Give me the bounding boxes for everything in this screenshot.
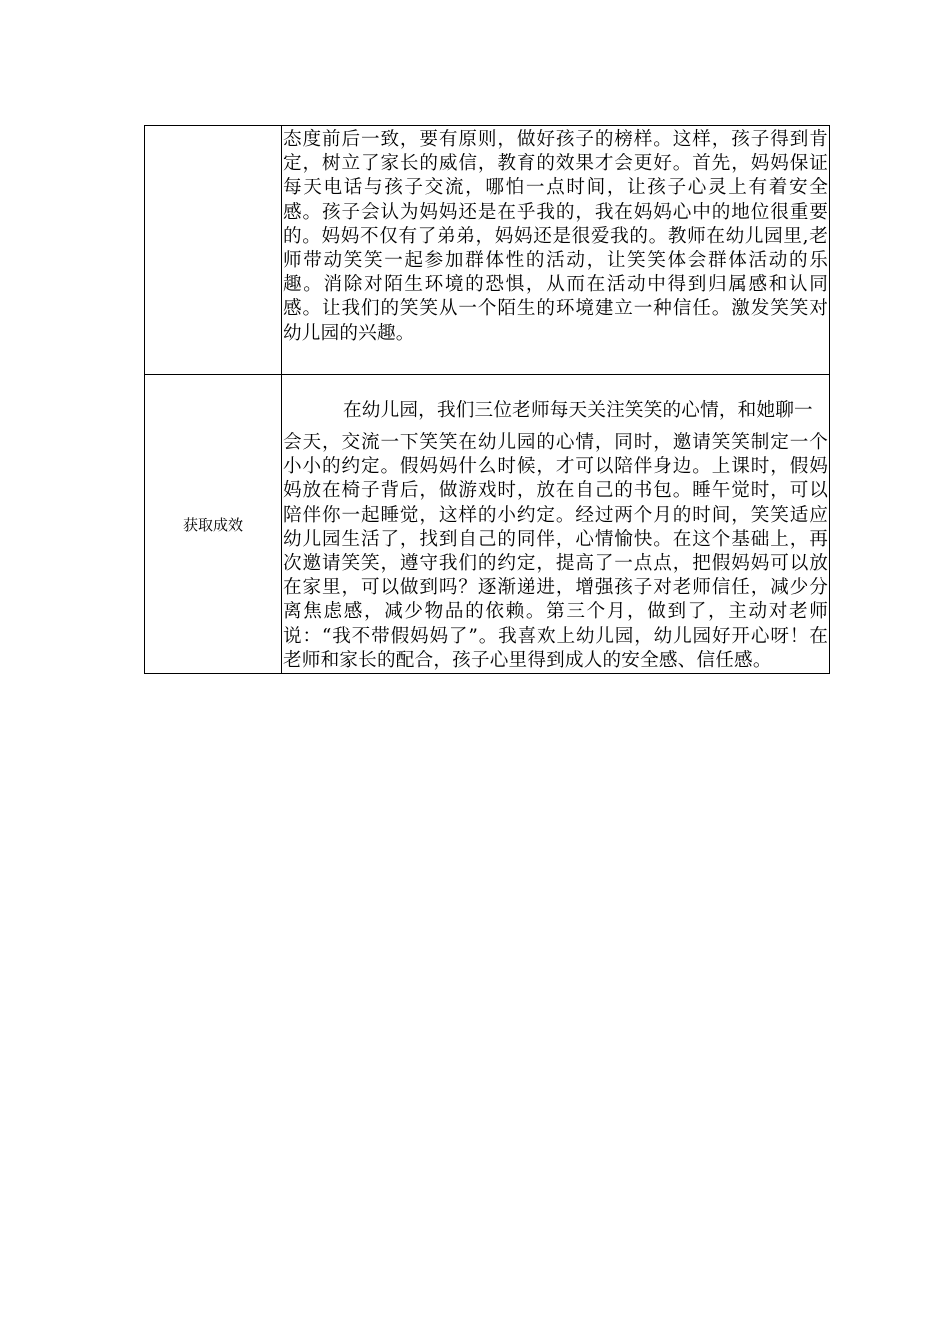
row-label-cell (145, 375, 282, 674)
table-row (145, 126, 830, 375)
row-content-first-line (283, 391, 828, 431)
document-table (144, 125, 830, 674)
row-content-text: 会天，交流一下笑笑在幼儿园的心情，同时，邀请笑笑制定一个小小的约定。假妈妈什么时候，才可以陪伴身边。上课时，假妈妈放在椅子背后，做游戏时，放在自己的书包。睡午觉时，可以陪伴你一起睡觉，这样的小约定。经过两个月的时间，笑笑适应幼儿园生活了，找到自己的同伴，心情愉快。在这个基础上，再次邀请笑笑，遵守我们的约定，提高了一点点，把假妈妈可以放在家里，可以做到吗？逐渐递进，增强孩子对老师信任，减少分离焦虑感，减少物品的依赖。第三个月，做到了，主动对老师说：“我不带假妈妈了”。我喜欢上幼儿园，幼儿园好开心呀！在老师和家长的配合，孩子心里得到成人的安全感、信任感。 (283, 432, 828, 671)
row-content-cell (282, 375, 830, 674)
first-line-text: 在幼儿园，我们三位老师每天关注笑笑的心情，和她聊一 (343, 400, 813, 421)
row-label: 获取成效 (182, 515, 243, 534)
row-label-cell (145, 126, 282, 375)
row-content-text: 态度前后一致，要有原则，做好孩子的榜样。这样，孩子得到肯定，树立了家长的威信，教育的效果才会更好。首先，妈妈保证每天电话与孩子交流，哪怕一点时间，让孩子心灵上有着安全感。孩子会认为妈妈还是在乎我的，我在妈妈心中的地位很重要的。妈妈不仅有了弟弟，妈妈还是很爱我的。教师在幼儿园里,老师带动笑笑一起参加群体性的活动，让笑笑体会群体活动的乐趣。消除对陌生环境的恐惧，从而在活动中得到归属感和认同感。让我们的笑笑从一个陌生的环境建立一种信任。激发笑笑对幼儿园的兴趣。 (283, 129, 828, 344)
table-row (145, 375, 830, 674)
row-content-cell (282, 126, 830, 375)
